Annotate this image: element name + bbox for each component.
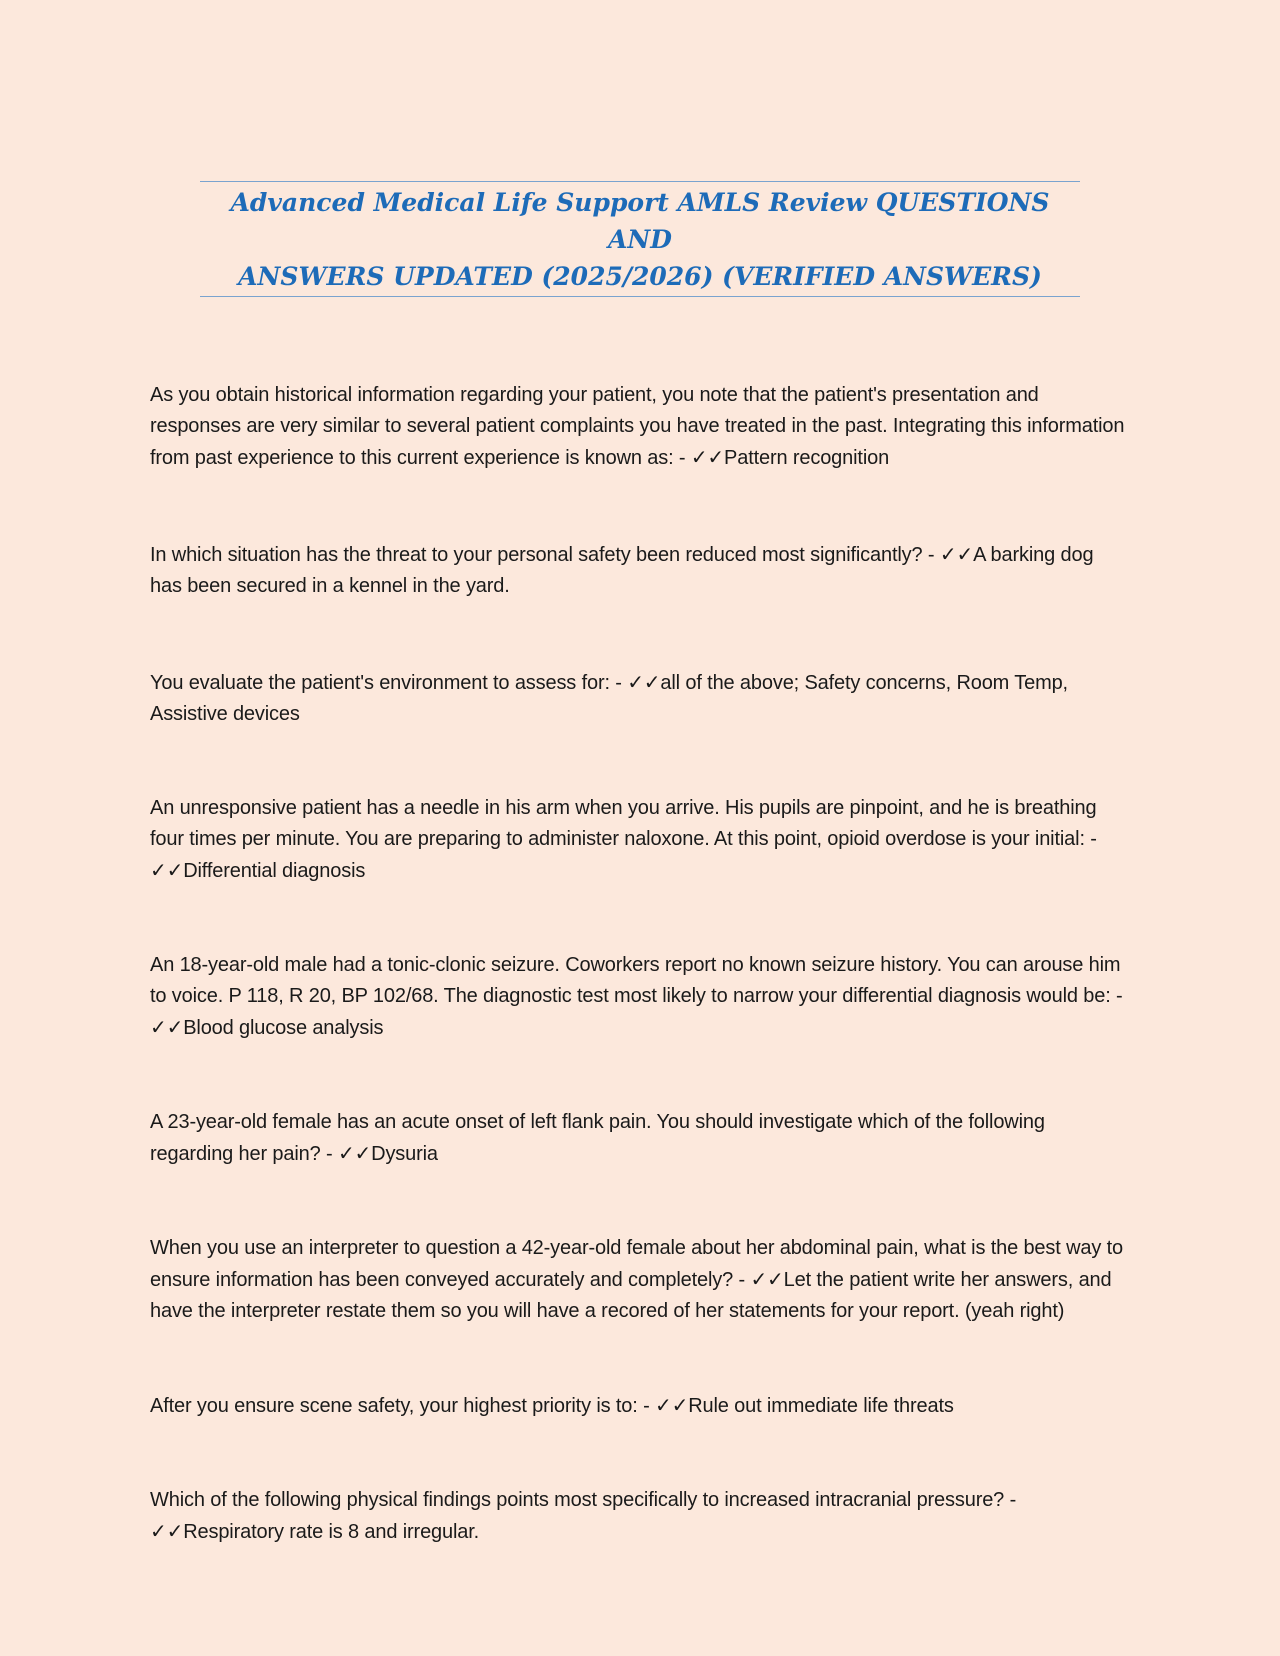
question-text: In which situation has the threat to your personal safety been reduced most significantly? - [150,544,940,566]
qa-list [150,380,1130,1548]
qa-item [150,380,1130,474]
qa-item [150,1107,1130,1170]
question-text: A 23-year-old female has an acute onset of left flank pain. You should investigate which of the following regarding her pain? - [150,1111,1045,1165]
answer-text: Differential diagnosis [183,860,366,882]
double-check-icon: ✓✓ [750,1267,784,1291]
qa-item [150,1390,1130,1422]
answer-text: Respiratory rate is 8 and irregular. [183,1521,480,1543]
double-check-icon: ✓✓ [150,858,184,882]
question-text: An 18-year-old male had a tonic-clonic seizure. Coworkers report no known seizure history. You can arouse him to voice. P 118, R 20, BP 102/68. The diagnostic test most likely to narrow your differential diagnosis would be: - [150,954,1123,1007]
double-check-icon: ✓✓ [150,1519,184,1543]
qa-item [150,793,1130,887]
answer-text: all of the above; Safety concerns, Room Temp, Assistive devices [150,672,1068,725]
double-check-icon: ✓✓ [627,670,661,694]
double-check-icon: ✓✓ [150,1015,184,1039]
document-title [230,184,1050,295]
qa-item [150,950,1130,1044]
qa-item [150,667,1130,730]
double-check-icon: ✓✓ [939,542,974,566]
question-text: An unresponsive patient has a needle in his arm when you arrive. His pupils are pinpoint, and he is breathing four times per minute. You are preparing to administer naloxone. At this point, opioid overdose is your initial: - [150,797,1097,850]
title-line-2: ANSWERS UPDATED (2025/2026) (VERIFIED ANSWERS) [238,261,1042,291]
question-text: As you obtain historical information regarding your patient, you note that the patient's presentation and responses are very similar to several patient complaints you have treated in the past. Integrating this information from past experience to this current experience is known as: - [150,384,1125,469]
answer-text: Rule out immediate life threats [688,1395,954,1417]
question-text: You evaluate the patient's environment to assess for: - [150,672,628,694]
question-text: After you ensure scene safety, your highest priority is to: - [150,1395,656,1417]
question-text: When you use an interpreter to question a 42-year-old female about her abdominal pain, what is the best way to ensure information has been conveyed accurately and completely? - [150,1237,1123,1291]
answer-text: Let the patient write her answers, and have the interpreter restate them so you will have a recored of her statements for your report. (yeah right) [150,1269,1112,1322]
double-check-icon: ✓✓ [690,445,725,469]
answer-text: Pattern recognition [724,447,890,469]
answer-text: A barking dog has been secured in a kennel in the yard. [150,544,1094,597]
qa-item [150,1485,1130,1548]
qa-item [150,539,1130,602]
answer-text: Dysuria [371,1143,438,1165]
title-line-1: Advanced Medical Life Support AMLS Review QUESTIONS AND [230,187,1050,254]
answer-text: Blood glucose analysis [183,1017,384,1039]
double-check-icon: ✓✓ [655,1393,689,1417]
qa-item [150,1233,1130,1327]
question-text: Which of the following physical findings points most specifically to increased intracranial pressure? - [150,1489,1017,1511]
title-block [200,181,1080,297]
double-check-icon: ✓✓ [337,1141,372,1165]
